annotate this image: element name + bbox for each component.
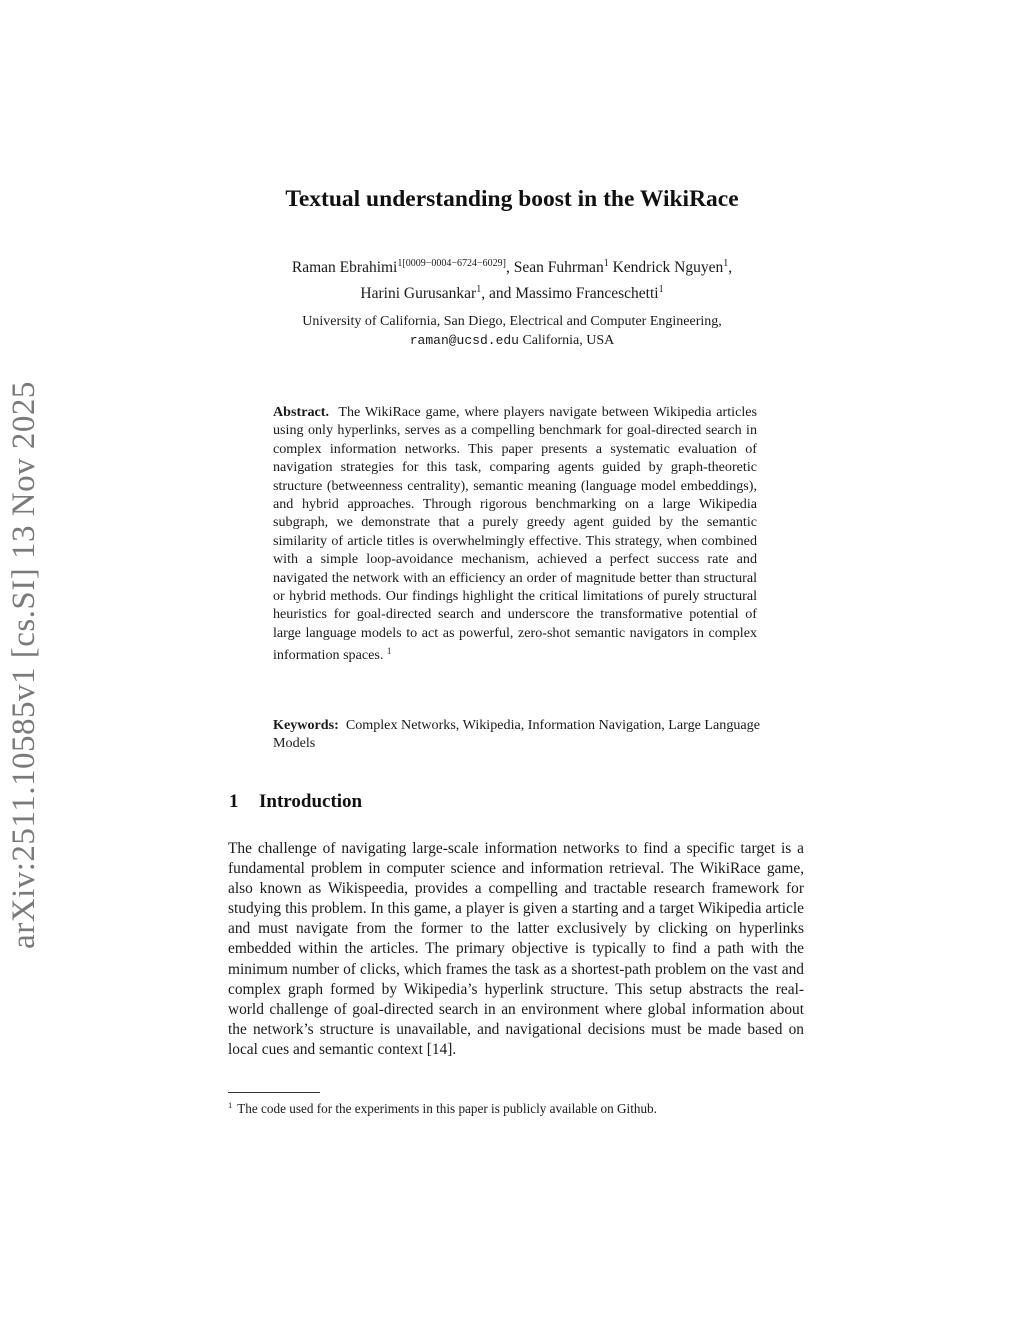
affiliation-location: California, USA [518,333,615,348]
author-affiliation-mark: 1[0009−0004−6724−6029] [397,258,506,269]
author-list [0,253,1024,305]
abstract-text: The WikiRace game, where players navigate between Wikipedia articles using only hyperlinks, serves as a compelling benchmark for goal-directed search in complex information networks. This paper presents a systematic evaluation of navigation strategies for this task, comparing agents guided by graph-theoretic structure (betweenness centrality), semantic meaning (language model embeddings), and hybrid approaches. Through rigorous benchmarking on a large Wikipedia subgraph, we demonstrate that a purely greedy agent guided by the semantic similarity of article titles is overwhelmingly effective. This strategy, when combined with a simple loop-avoidance mechanism, achieved a perfect success rate and navigated the network with an efficiency an order of magnitude better than structural or hybrid methods. Our findings highlight the critical limitations of purely structural heuristics for goal-directed search and underscore the transformative potential of large language models to act as powerful, zero-shot semantic navigators in complex information spaces. [273,404,757,664]
keywords-text: Complex Networks, Wikipedia, Information Navigation, Large Language Models [273,717,760,752]
author-affiliation-mark: 1 [476,284,482,295]
arxiv-identifier: arXiv:2511.10585v1 [cs.SI] 13 Nov 2025 [6,381,42,949]
author-email-link[interactable]: raman@ucsd.edu [409,333,519,348]
footnote-reference-link[interactable]: 1 [386,646,392,657]
abstract-label: Abstract. [273,404,329,420]
section-heading-introduction [229,791,362,813]
section-number: 1 [229,791,239,812]
footnote-text: The code used for the experiments in this paper is publicly available on Github. [237,1101,657,1116]
footnote-mark: 1 [228,1100,233,1110]
footnote-divider [228,1092,320,1093]
author-name: , Sean Fuhrman [505,259,604,276]
author-affiliation-mark: 1 [723,258,729,269]
affiliation-line-2 [0,331,1024,350]
author-name: Kendrick Nguyen [608,259,724,276]
author-line-1 [0,253,1024,279]
introduction-paragraph: The challenge of navigating large-scale information networks to find a specific target is a fundamental problem in computer science and information retrieval. The WikiRace game, also known as Wikispeedia, provides a compelling and tractable research framework for studying this problem. In this game, a player is given a starting and a target Wikipedia article and must navigate from the former to the latter exclusively by clicking on hyperlinks embedded within the articles. The primary objective is typically to find a path with the minimum number of clicks, which frames the task as a shortest-path problem on the vast and complex graph formed by Wikipedia’s hyperlink structure. This setup abstracts the real-world challenge of goal-directed search in an environment where global information about the network’s structure is unavailable, and navigational decisions must be made based on local cues and semantic context [14]. [228,840,804,1058]
author-name: Raman Ebrahimi [291,259,398,276]
paper-title: Textual understanding boost in the WikiRace [285,186,739,212]
abstract [273,403,757,665]
section-title: Introduction [259,791,363,812]
author-affiliation-mark: 1 [603,258,609,269]
author-name: Harini Gurusankar [360,285,477,302]
author-name: , and Massimo Franceschetti [481,285,659,302]
keywords [273,716,783,753]
keywords-label: Keywords: [273,717,339,733]
affiliation-line-1: University of California, San Diego, Electrical and Computer Engineering, [302,314,722,329]
affiliation [0,312,1024,350]
footnote [228,1096,808,1118]
author-line-2 [0,279,1024,305]
author-separator: , [728,259,733,276]
author-affiliation-mark: 1 [658,284,664,295]
